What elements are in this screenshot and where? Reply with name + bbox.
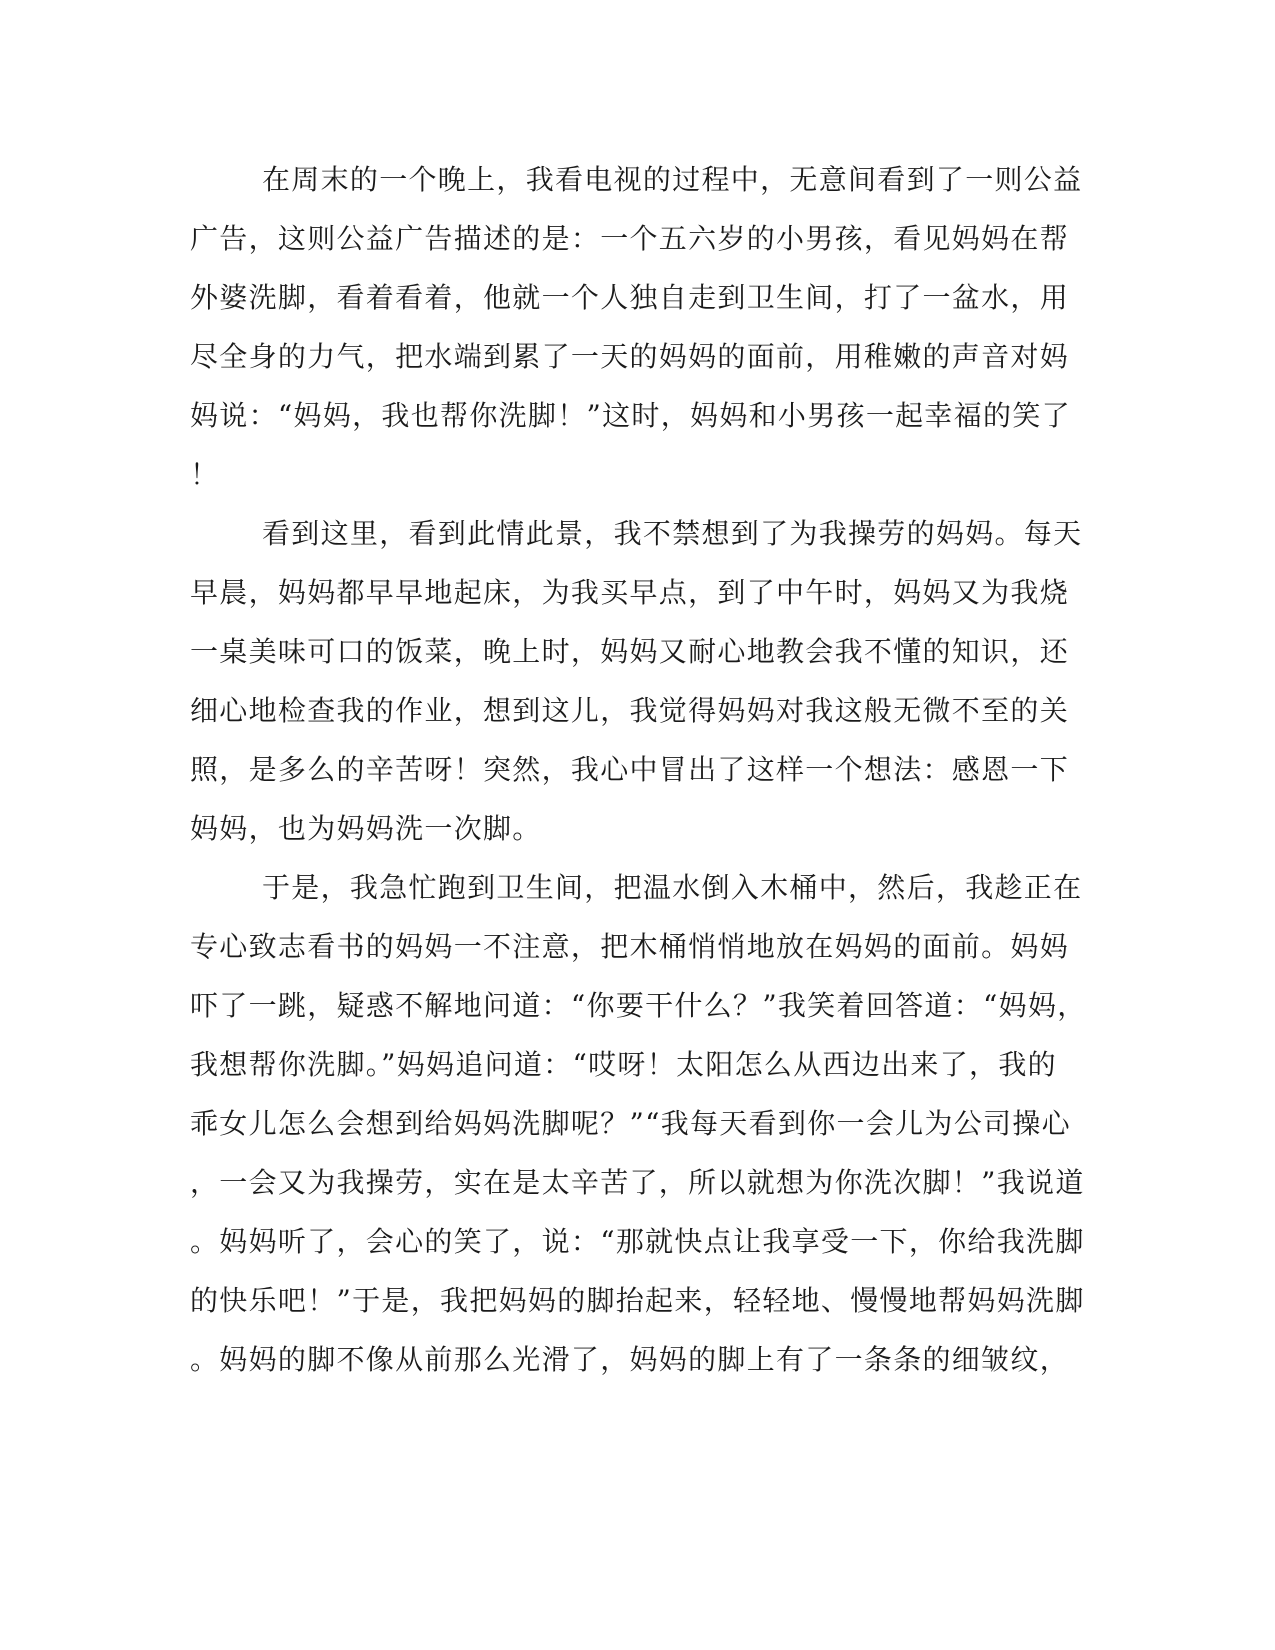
paragraph-1-line-3: 外婆洗脚，看着看着，他就一个人独自走到卫生间，打了一盆水，用 — [190, 281, 1070, 314]
paragraph-3-line-3: 吓了一跳，疑惑不解地问道：“你要干什么？”我笑着回答道：“妈妈， — [190, 989, 1087, 1022]
paragraph-2-line-5: 照，是多么的辛苦呀！突然，我心中冒出了这样一个想法：感恩一下 — [190, 753, 1070, 786]
paragraph-2-line-4: 细心地检查我的作业，想到这儿，我觉得妈妈对我这般无微不至的关 — [190, 694, 1070, 727]
paragraph-3-line-2: 专心致志看书的妈妈一不注意，把木桶悄悄地放在妈妈的面前。妈妈 — [190, 930, 1070, 963]
paragraph-1-line-1: 在周末的一个晚上，我看电视的过程中，无意间看到了一则公益 — [262, 163, 1083, 196]
paragraph-3-line-7: 。妈妈听了，会心的笑了，说：“那就快点让我享受一下，你给我洗脚 — [190, 1225, 1085, 1258]
paragraph-2-line-1: 看到这里，看到此情此景，我不禁想到了为我操劳的妈妈。每天 — [262, 517, 1083, 550]
paragraph-1-line-5: 妈说：“妈妈，我也帮你洗脚！”这时，妈妈和小男孩一起幸福的笑了 — [190, 399, 1071, 432]
paragraph-2-line-2: 早晨，妈妈都早早地起床，为我买早点，到了中午时，妈妈又为我烧 — [190, 576, 1070, 609]
paragraph-1-line-6: ！ — [190, 458, 220, 491]
paragraph-3-line-5: 乖女儿怎么会想到给妈妈洗脚呢？”“我每天看到你一会儿为公司操心 — [190, 1107, 1071, 1140]
paragraph-3-line-1: 于是，我急忙跑到卫生间，把温水倒入木桶中，然后，我趁正在 — [262, 871, 1083, 904]
paragraph-3-line-8: 的快乐吧！”于是，我把妈妈的脚抬起来，轻轻地、慢慢地帮妈妈洗脚 — [190, 1284, 1085, 1317]
paragraph-1-line-4: 尽全身的力气，把水端到累了一天的妈妈的面前，用稚嫩的声音对妈 — [190, 340, 1070, 373]
paragraph-3-line-9: 。妈妈的脚不像从前那么光滑了，妈妈的脚上有了一条条的细皱纹， — [190, 1343, 1070, 1376]
paragraph-1-line-2: 广告，这则公益广告描述的是：一个五六岁的小男孩，看见妈妈在帮 — [190, 222, 1070, 255]
paragraph-3-line-6: ，一会又为我操劳，实在是太辛苦了，所以就想为你洗次脚！”我说道 — [190, 1166, 1085, 1199]
paragraph-3-line-4: 我想帮你洗脚。”妈妈追问道：“哎呀！太阳怎么从西边出来了，我的 — [190, 1048, 1057, 1081]
paragraph-2-line-3: 一桌美味可口的饭菜，晚上时，妈妈又耐心地教会我不懂的知识，还 — [190, 635, 1070, 668]
paragraph-2-line-6: 妈妈，也为妈妈洗一次脚。 — [190, 812, 542, 845]
